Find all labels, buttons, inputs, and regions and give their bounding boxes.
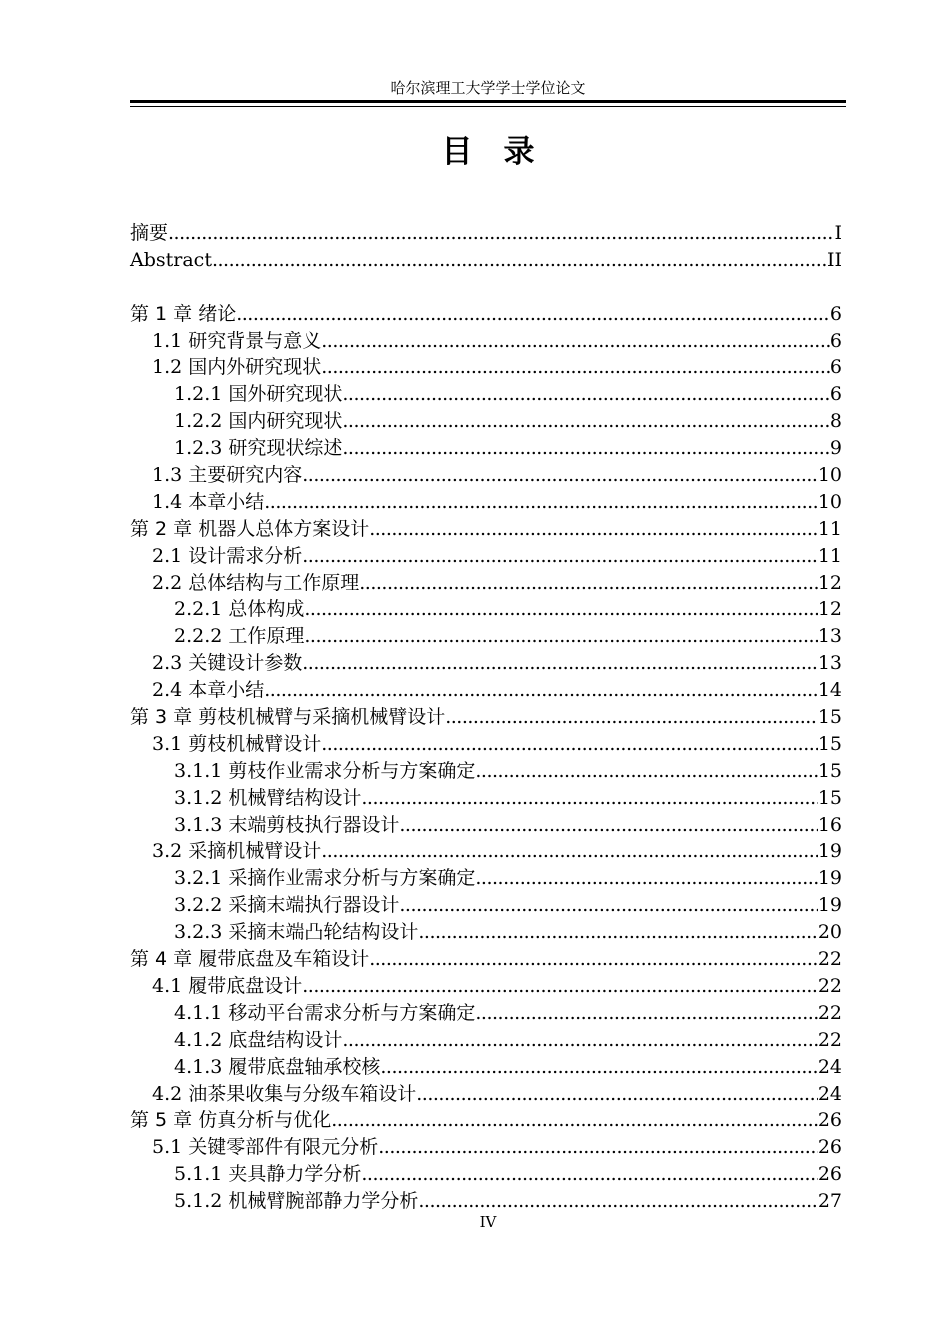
toc-entry-label: 4.1.3 履带底盘轴承校核 [174, 1055, 381, 1078]
toc-dot-leader [475, 758, 817, 785]
toc-entry[interactable] [130, 785, 842, 812]
toc-entry-page: 6 [829, 356, 842, 379]
toc-entry-label: 3.2.1 采摘作业需求分析与方案确定 [174, 867, 476, 890]
toc-dot-leader [399, 892, 817, 919]
toc-dot-leader [445, 704, 818, 731]
toc-entry-label: 2.2.1 总体构成 [174, 598, 305, 621]
toc-dot-leader [359, 570, 818, 597]
toc-entry[interactable] [130, 543, 842, 570]
toc-entry-page: 24 [817, 1082, 842, 1105]
toc-entry-label: 第 2 章 机器人总体方案设计 [130, 517, 370, 540]
running-header: 哈尔滨理工大学学士学位论文 [390, 79, 586, 97]
toc-dot-leader [378, 1134, 818, 1161]
toc-entry-label: 5.1.1 夹具静力学分析 [174, 1163, 362, 1186]
toc-entry[interactable] [130, 1161, 842, 1188]
toc-entry-page: 12 [817, 571, 842, 594]
toc-entry-page: 15 [817, 759, 842, 782]
toc-dot-leader [342, 408, 830, 435]
toc-entry[interactable] [130, 1000, 842, 1027]
toc-entry-label: 3.1 剪枝机械臂设计 [152, 732, 322, 755]
toc-entry[interactable] [130, 435, 842, 462]
toc-dot-leader [475, 865, 817, 892]
toc-entry[interactable] [130, 758, 842, 785]
toc-entry-page: 22 [817, 974, 842, 997]
toc-entry-page: 24 [817, 1055, 842, 1078]
toc-entry-page: 15 [817, 732, 842, 755]
toc-entry-page: 10 [817, 464, 842, 487]
toc-dot-leader [321, 838, 818, 865]
header-rule-thick [130, 100, 846, 103]
toc-entry-label: 1.3 主要研究内容 [152, 464, 303, 487]
toc-dot-leader [236, 301, 830, 328]
toc-entry[interactable] [130, 1107, 842, 1134]
toc-entry[interactable] [130, 623, 842, 650]
toc-entry-label: 第 4 章 履带底盘及车箱设计 [130, 948, 370, 971]
toc-entry[interactable] [130, 677, 842, 704]
toc-entry-page: 26 [817, 1109, 842, 1132]
toc-entry-label: 第 3 章 剪枝机械臂与采摘机械臂设计 [130, 706, 446, 729]
toc-entry-page: 8 [829, 410, 842, 433]
toc-entry[interactable] [130, 516, 842, 543]
toc-entry-page: 19 [817, 840, 842, 863]
toc-entry-page: 19 [817, 867, 842, 890]
toc-entry-label: 2.4 本章小结 [152, 679, 265, 702]
toc-dot-leader [168, 220, 834, 247]
toc-entry-label: 4.1.1 移动平台需求分析与方案确定 [174, 1001, 476, 1024]
toc-entry-label: 1.1 研究背景与意义 [152, 329, 322, 352]
toc-dot-leader [321, 328, 830, 355]
toc-entry-label: 2.2.2 工作原理 [174, 625, 305, 648]
toc-entry-page: 26 [817, 1163, 842, 1186]
toc-dot-leader [331, 1107, 818, 1134]
toc-entry-label: 3.1.1 剪枝作业需求分析与方案确定 [174, 759, 476, 782]
toc-dot-leader [361, 1161, 817, 1188]
toc-entry[interactable] [130, 220, 842, 247]
toc-dot-leader [264, 677, 818, 704]
toc-dot-leader [369, 516, 818, 543]
toc-entry[interactable] [130, 301, 842, 328]
header-rule-thin [130, 106, 846, 107]
toc-entry-page: 12 [817, 598, 842, 621]
toc-entry-label: 1.2.3 研究现状综述 [174, 437, 343, 460]
toc-entry[interactable] [130, 354, 842, 381]
toc-dot-leader [304, 596, 817, 623]
toc-entry-page: 26 [817, 1136, 842, 1159]
toc-entry[interactable] [130, 1081, 842, 1108]
toc-entry-page: 9 [829, 437, 842, 460]
toc-entry-page: 15 [817, 786, 842, 809]
toc-dot-leader [264, 489, 818, 516]
toc-dot-leader [361, 785, 817, 812]
toc-dot-leader [321, 354, 830, 381]
toc-dot-leader [475, 1000, 817, 1027]
toc-entry-label: 3.1.2 机械臂结构设计 [174, 786, 362, 809]
page-number: IV [479, 1213, 497, 1231]
toc-dot-leader [302, 462, 818, 489]
toc-entry[interactable] [130, 812, 842, 839]
table-of-contents [130, 220, 842, 1215]
toc-entry[interactable] [130, 462, 842, 489]
toc-entry-page: 6 [829, 329, 842, 352]
toc-entry-page: 11 [817, 517, 842, 540]
toc-entry-label: 3.2 采摘机械臂设计 [152, 840, 322, 863]
toc-entry[interactable] [130, 328, 842, 355]
toc-dot-leader [418, 919, 817, 946]
toc-dot-leader [418, 1188, 817, 1215]
toc-entry-label: 5.1 关键零部件有限元分析 [152, 1136, 379, 1159]
toc-dot-leader [399, 812, 817, 839]
toc-dot-leader [302, 543, 818, 570]
toc-entry[interactable] [130, 865, 842, 892]
toc-entry-page: 22 [817, 1028, 842, 1051]
toc-entry[interactable] [130, 596, 842, 623]
toc-dot-leader [302, 973, 818, 1000]
toc-entry-label: 1.2.2 国内研究现状 [174, 410, 343, 433]
toc-entry-page: 27 [817, 1190, 842, 1213]
toc-entry-label: Abstract [130, 248, 212, 271]
toc-entry-label: 5.1.2 机械臂腕部静力学分析 [174, 1190, 419, 1213]
toc-entry[interactable] [130, 650, 842, 677]
toc-entry-label: 摘要 [130, 222, 169, 244]
toc-entry-label: 2.2 总体结构与工作原理 [152, 571, 360, 594]
toc-entry-page: 22 [817, 948, 842, 971]
toc-entry[interactable] [130, 892, 842, 919]
toc-entry-page: I [834, 222, 842, 244]
page-title: 目 录 [441, 134, 535, 170]
toc-entry[interactable] [130, 1027, 842, 1054]
toc-entry[interactable] [130, 381, 842, 408]
toc-entry-label: 4.1.2 底盘结构设计 [174, 1028, 343, 1051]
toc-entry-label: 第 1 章 绪论 [130, 302, 237, 325]
toc-entry-label: 3.2.2 采摘末端执行器设计 [174, 894, 400, 917]
toc-entry-label: 2.3 关键设计参数 [152, 652, 303, 675]
toc-entry-page: 6 [829, 383, 842, 406]
toc-entry[interactable] [130, 919, 842, 946]
toc-dot-leader [342, 435, 830, 462]
toc-dot-leader [302, 650, 818, 677]
toc-entry-page: 10 [817, 490, 842, 513]
toc-entry[interactable] [130, 489, 842, 516]
toc-entry-page: 20 [817, 921, 842, 944]
toc-entry-label: 4.1 履带底盘设计 [152, 974, 303, 997]
toc-entry-page: 19 [817, 894, 842, 917]
toc-entry-label: 4.2 油茶果收集与分级车箱设计 [152, 1082, 417, 1105]
toc-entry[interactable] [130, 570, 842, 597]
toc-entry[interactable] [130, 408, 842, 435]
toc-entry-page: II [826, 248, 842, 271]
toc-entry[interactable] [130, 946, 842, 973]
toc-entry-page: 13 [817, 652, 842, 675]
toc-entry[interactable] [130, 731, 842, 758]
toc-entry-label: 3.2.3 采摘末端凸轮结构设计 [174, 921, 419, 944]
toc-entry-label: 1.2 国内外研究现状 [152, 356, 322, 379]
toc-entry[interactable] [130, 1188, 842, 1215]
toc-entry-page: 11 [817, 544, 842, 567]
toc-dot-leader [369, 946, 818, 973]
toc-dot-leader [304, 623, 817, 650]
toc-dot-leader [342, 381, 830, 408]
toc-entry-page: 14 [817, 679, 842, 702]
toc-dot-leader [342, 1027, 817, 1054]
toc-dot-leader [321, 731, 818, 758]
toc-entry[interactable] [130, 704, 842, 731]
toc-entry[interactable] [130, 1134, 842, 1161]
toc-entry-label: 1.2.1 国外研究现状 [174, 383, 343, 406]
toc-entry-label: 3.1.3 末端剪枝执行器设计 [174, 813, 400, 836]
toc-dot-leader [380, 1054, 817, 1081]
toc-entry[interactable] [130, 973, 842, 1000]
toc-entry-page: 6 [829, 302, 842, 325]
toc-entry-page: 16 [817, 813, 842, 836]
toc-entry-page: 22 [817, 1001, 842, 1024]
toc-dot-leader [416, 1081, 818, 1108]
toc-entry-label: 2.1 设计需求分析 [152, 544, 303, 567]
toc-entry[interactable] [130, 1054, 842, 1081]
toc-entry[interactable] [130, 247, 842, 274]
toc-dot-leader [212, 247, 827, 274]
toc-entry-label: 第 5 章 仿真分析与优化 [130, 1109, 332, 1132]
toc-entry-page: 13 [817, 625, 842, 648]
toc-entry-page: 15 [817, 706, 842, 729]
toc-entry[interactable] [130, 838, 842, 865]
toc-entry-label: 1.4 本章小结 [152, 490, 265, 513]
